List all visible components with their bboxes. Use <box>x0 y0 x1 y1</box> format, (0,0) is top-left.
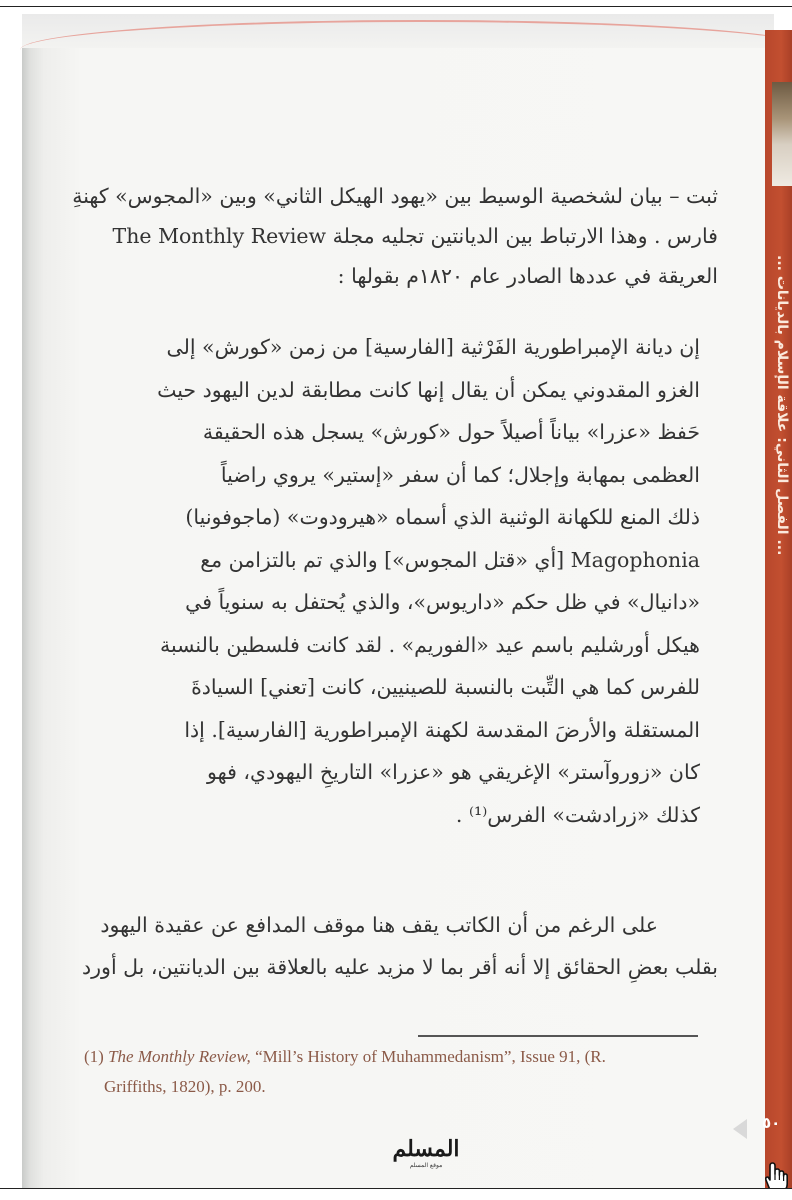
frame-top-border <box>0 0 792 7</box>
paragraph-1-line: ثبت – بيان لشخصية الوسيط بين «يهود الهيكل الثاني» وبين «المجوس» كهنةِ <box>72 184 718 208</box>
paragraph-1-line: فارس . وهذا الارتباط بين الديانتين تجليه مجلة The Monthly Review <box>112 224 718 248</box>
quote-line: حَفظ «عزرا» بياناً أصيلاً حول «كورش» يسجل هذه الحقيقة <box>202 420 700 444</box>
paragraph-2-line: على الرغم من أن الكاتب يقف هنا موقف المدافع عن عقيدة اليهود <box>100 913 658 937</box>
footnote-text: “Mill’s History of Muhammedanism”, Issue 91, (R. <box>250 1047 606 1066</box>
footnote-marker: (1) <box>84 1047 104 1066</box>
block-quote <box>98 326 700 836</box>
quote-line: ذلك المنع للكهانة الوثنية الذي أسماه «هيرودوت» (ماجوفونيا) <box>185 505 700 529</box>
quote-line: Magophonia [أي «قتل المجوس»] والذي تم بالتزامن مع <box>200 547 700 572</box>
logo-subtitle: موقع المسلم <box>409 1162 443 1169</box>
quote-line: «دانيال» في ظل حكم «داريوس»، والذي يُحتفل به سنوياً في <box>185 590 700 614</box>
footnote-journal: The Monthly Review, <box>108 1047 251 1066</box>
paragraph-1-line: العريقة في عددها الصادر عام ١٨٢٠م بقولها : <box>337 264 718 288</box>
quote-line: للفرس كما هي التِّبت بالنسبة للصينيين، كانت [تعني] السيادةَ <box>191 675 700 699</box>
decorative-arc <box>20 20 792 140</box>
quote-line: إن ديانة الإمبراطورية الفَرْثية [الفارسية] من زمن «كورش» إلى <box>166 335 700 359</box>
quote-line: كان «زوروآستر» الإغريقي هو «عزرا» التاريخِ اليهودي، فهو <box>207 760 700 784</box>
footnote-separator <box>418 1035 698 1037</box>
quote-line: هيكل أورشليم باسم عيد «الفوريم» . لقد كانت فلسطين بالنسبة <box>159 632 700 657</box>
paragraph-2-line: بقلب بعضِ الحقائق إلا أنه أقر بما لا مزيد عليه بالعلاقة بين الديانتين، بل أورد <box>82 955 718 979</box>
quote-line: كذلك «زرادشت» الفرس⁽¹⁾ . <box>455 802 700 827</box>
logo-wordmark: المسلم <box>392 1136 460 1162</box>
page-tab-marker <box>733 1119 747 1139</box>
side-photo-thumbnail <box>772 82 792 186</box>
page-number: ٥٠ <box>762 1114 781 1132</box>
site-logo <box>376 1136 476 1168</box>
quote-line: العظمى بمهابة وإجلال؛ كما أن سفر «إستير» يروي راضياً <box>220 462 700 487</box>
side-running-title: ... الفصل الثاني: علاقة الإسلام بالديانات ... <box>774 255 790 556</box>
footnote-line-2: Griffiths, 1820), p. 200. <box>104 1077 266 1096</box>
quote-line: الغزو المقدوني يمكن أن يقال إنها كانت مطابقة لدين اليهود حيث <box>157 377 700 402</box>
paragraph-2 <box>82 904 718 988</box>
paragraph-1 <box>72 176 718 296</box>
frame-bottom-border <box>0 1188 792 1200</box>
footnote-line-1 <box>84 1042 724 1072</box>
quote-line: المستقلة والأرضَ المقدسة لكهنة الإمبراطورية [الفارسية]. إذا <box>184 717 700 742</box>
footnote <box>84 1042 724 1102</box>
